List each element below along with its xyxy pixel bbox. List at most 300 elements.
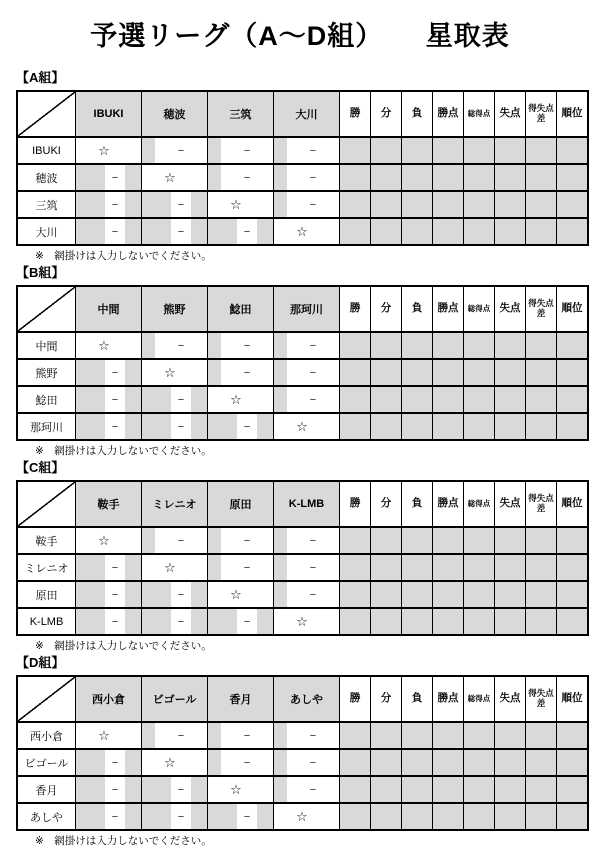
stat-value-cell (402, 804, 432, 829)
shaded-strip (76, 165, 105, 190)
stat-column-header: 勝 (340, 482, 370, 526)
stat-value-cell (371, 609, 401, 634)
shaded-strip (208, 723, 221, 748)
match-cell (142, 582, 207, 607)
stat-value-cell (526, 333, 556, 358)
team-column-header: ミレニオ (142, 482, 207, 526)
shaded-strip (208, 804, 237, 829)
diagonal-line (18, 677, 75, 721)
stat-value-cell (433, 750, 463, 775)
match-cell (274, 723, 339, 748)
match-cell (76, 219, 141, 244)
star-icon: ☆ (230, 391, 242, 407)
shaded-strip (142, 528, 155, 553)
stat-column-header: 勝点 (433, 287, 463, 331)
stat-value-cell (433, 555, 463, 580)
stat-column-header: 分 (371, 92, 401, 136)
shaded-strip (208, 528, 221, 553)
shaded-strip (208, 414, 237, 439)
match-cell (142, 165, 207, 190)
shaded-strip (76, 804, 105, 829)
group-label: 【C組】 (16, 460, 65, 475)
match-cell (76, 414, 141, 439)
stat-value-cell (464, 777, 494, 802)
match-cell (208, 804, 273, 829)
stat-value-cell (340, 333, 370, 358)
stat-value-cell (464, 582, 494, 607)
shaded-strip (274, 165, 287, 190)
stat-value-cell (433, 609, 463, 634)
stat-value-cell (340, 609, 370, 634)
shaded-strip (76, 360, 105, 385)
stat-value-cell (464, 723, 494, 748)
match-cell (76, 804, 141, 829)
shaded-strip (274, 138, 287, 163)
dash-separator: − (177, 810, 185, 823)
stat-value-cell (557, 777, 587, 802)
shaded-strip (76, 192, 105, 217)
team-column-header: 穂波 (142, 92, 207, 136)
match-cell (274, 750, 339, 775)
shaded-strip (125, 555, 141, 580)
stat-value-cell (340, 777, 370, 802)
stat-column-header: 順位 (557, 677, 587, 721)
dash-separator: − (111, 561, 119, 574)
team-row-label: 那珂川 (18, 414, 75, 439)
match-cell (208, 219, 273, 244)
stat-value-cell (526, 219, 556, 244)
stat-value-cell (340, 582, 370, 607)
stat-column-header: 負 (402, 287, 432, 331)
stat-value-cell (495, 777, 525, 802)
shaded-strip (76, 219, 105, 244)
match-cell (274, 609, 339, 634)
stat-value-cell (402, 333, 432, 358)
stat-value-cell (557, 360, 587, 385)
stat-value-cell (433, 723, 463, 748)
stat-value-cell (495, 165, 525, 190)
team-row-label: ミレニオ (18, 555, 75, 580)
dash-separator: − (309, 783, 317, 796)
shaded-strip (76, 414, 105, 439)
stat-value-cell (495, 333, 525, 358)
stat-column-header: 失点 (495, 482, 525, 526)
match-cell (142, 333, 207, 358)
match-cell (208, 582, 273, 607)
stat-value-cell (557, 528, 587, 553)
shaded-strip (76, 777, 105, 802)
stat-value-cell (340, 165, 370, 190)
shaded-strip (191, 582, 207, 607)
star-icon: ☆ (164, 169, 176, 185)
match-cell (208, 777, 273, 802)
shaded-strip (76, 609, 105, 634)
shaded-strip (142, 723, 155, 748)
stat-value-cell (526, 555, 556, 580)
stat-value-cell (557, 750, 587, 775)
team-column-header: K-LMB (274, 482, 339, 526)
stat-value-cell (371, 528, 401, 553)
stat-value-cell (526, 777, 556, 802)
match-cell (208, 723, 273, 748)
dash-separator: − (111, 810, 119, 823)
stat-column-header: 勝点 (433, 677, 463, 721)
stat-column-header: 順位 (557, 482, 587, 526)
stat-value-cell (464, 219, 494, 244)
match-cell (274, 777, 339, 802)
dash-separator: − (177, 393, 185, 406)
stat-value-cell (433, 165, 463, 190)
stat-value-cell (526, 723, 556, 748)
stat-value-cell (371, 387, 401, 412)
stat-value-cell (340, 192, 370, 217)
shading-note: ※ 網掛けは入力しないでください。 (35, 445, 212, 457)
match-cell (274, 555, 339, 580)
match-cell (208, 387, 273, 412)
stat-value-cell (464, 192, 494, 217)
stat-column-header: 順位 (557, 287, 587, 331)
dash-separator: − (243, 420, 251, 433)
stat-value-cell (495, 582, 525, 607)
team-column-header: 原田 (208, 482, 273, 526)
shaded-strip (257, 804, 273, 829)
match-cell (76, 192, 141, 217)
stat-column-header: 失点 (495, 287, 525, 331)
shaded-strip (191, 192, 207, 217)
stat-value-cell (340, 528, 370, 553)
stat-value-cell (340, 750, 370, 775)
shaded-strip (274, 582, 287, 607)
diagonal-line (18, 92, 75, 136)
match-cell (76, 528, 141, 553)
standings-table (16, 285, 589, 441)
dash-separator: − (111, 783, 119, 796)
stat-value-cell (371, 804, 401, 829)
dash-separator: − (309, 198, 317, 211)
diagonal-header-cell (18, 677, 75, 721)
stat-value-cell (402, 192, 432, 217)
stat-value-cell (402, 750, 432, 775)
dash-separator: − (177, 420, 185, 433)
dash-separator: − (243, 756, 251, 769)
team-column-header: 熊野 (142, 287, 207, 331)
stat-column-header: 勝点 (433, 482, 463, 526)
stat-value-cell (495, 609, 525, 634)
shaded-strip (208, 333, 221, 358)
diagonal-header-cell (18, 482, 75, 526)
shaded-strip (274, 777, 287, 802)
shaded-strip (125, 387, 141, 412)
stat-value-cell (495, 723, 525, 748)
team-column-header: 中間 (76, 287, 141, 331)
shaded-strip (125, 360, 141, 385)
stat-value-cell (495, 360, 525, 385)
match-cell (142, 555, 207, 580)
shaded-strip (274, 555, 287, 580)
dash-separator: − (243, 144, 251, 157)
match-cell (208, 750, 273, 775)
shaded-strip (208, 138, 221, 163)
dash-separator: − (309, 144, 317, 157)
stat-value-cell (433, 360, 463, 385)
stat-value-cell (340, 219, 370, 244)
stat-value-cell (433, 414, 463, 439)
match-cell (142, 219, 207, 244)
match-cell (142, 387, 207, 412)
dash-separator: − (177, 783, 185, 796)
stat-value-cell (526, 414, 556, 439)
team-column-header: 三筑 (208, 92, 273, 136)
team-row-label: 穂波 (18, 165, 75, 190)
star-icon: ☆ (230, 781, 242, 797)
stat-value-cell (557, 138, 587, 163)
stat-column-header: 総得点 (464, 92, 494, 136)
shading-note: ※ 網掛けは入力しないでください。 (35, 250, 212, 262)
stat-value-cell (433, 192, 463, 217)
stat-value-cell (433, 528, 463, 553)
group-section (16, 70, 600, 262)
dash-separator: − (243, 339, 251, 352)
stat-value-cell (340, 555, 370, 580)
stat-value-cell (464, 414, 494, 439)
stat-value-cell (526, 387, 556, 412)
star-icon: ☆ (296, 223, 308, 239)
stat-value-cell (402, 723, 432, 748)
dash-separator: − (309, 393, 317, 406)
group-section (16, 265, 600, 457)
dash-separator: − (243, 171, 251, 184)
stat-value-cell (402, 777, 432, 802)
shaded-strip (274, 333, 287, 358)
group-label: 【A組】 (16, 70, 65, 85)
stat-value-cell (371, 723, 401, 748)
team-column-header: IBUKI (76, 92, 141, 136)
match-cell (76, 333, 141, 358)
dash-separator: − (111, 615, 119, 628)
shaded-strip (191, 804, 207, 829)
shaded-strip (76, 555, 105, 580)
stat-column-header: 分 (371, 482, 401, 526)
stat-value-cell (557, 582, 587, 607)
stat-value-cell (402, 360, 432, 385)
stat-column-header: 勝 (340, 677, 370, 721)
shaded-strip (76, 750, 105, 775)
shaded-strip (208, 609, 237, 634)
dash-separator: − (309, 729, 317, 742)
shaded-strip (191, 777, 207, 802)
team-row-label: 中間 (18, 333, 75, 358)
stat-value-cell (340, 387, 370, 412)
team-row-label: あしや (18, 804, 75, 829)
stat-value-cell (433, 804, 463, 829)
stat-value-cell (495, 387, 525, 412)
dash-separator: − (111, 198, 119, 211)
team-column-header: 那珂川 (274, 287, 339, 331)
match-cell (208, 165, 273, 190)
stat-column-header: 負 (402, 482, 432, 526)
shaded-strip (274, 192, 287, 217)
shaded-strip (125, 414, 141, 439)
stat-value-cell (433, 777, 463, 802)
dash-separator: − (243, 810, 251, 823)
match-cell (274, 192, 339, 217)
shaded-strip (142, 777, 171, 802)
stat-value-cell (402, 387, 432, 412)
stat-value-cell (371, 192, 401, 217)
dash-separator: − (177, 588, 185, 601)
shaded-strip (142, 192, 171, 217)
shaded-strip (142, 138, 155, 163)
stat-value-cell (526, 609, 556, 634)
team-row-label: IBUKI (18, 138, 75, 163)
dash-separator: − (243, 366, 251, 379)
dash-separator: − (111, 756, 119, 769)
shaded-strip (125, 219, 141, 244)
page-title: 予選リーグ（A～D組） 星取表 (90, 21, 510, 51)
shaded-strip (125, 804, 141, 829)
shaded-strip (191, 219, 207, 244)
stat-value-cell (557, 387, 587, 412)
match-cell (142, 414, 207, 439)
stat-value-cell (371, 165, 401, 190)
shaded-strip (76, 582, 105, 607)
shaded-strip (274, 387, 287, 412)
match-cell (76, 165, 141, 190)
shaded-strip (142, 609, 171, 634)
team-column-header: ビゴール (142, 677, 207, 721)
stat-value-cell (433, 219, 463, 244)
stat-column-header: 得失点差 (526, 287, 556, 331)
stat-value-cell (495, 219, 525, 244)
shaded-strip (257, 414, 273, 439)
star-icon: ☆ (164, 364, 176, 380)
stat-value-cell (526, 804, 556, 829)
match-cell (76, 387, 141, 412)
stat-value-cell (402, 582, 432, 607)
match-cell (274, 528, 339, 553)
shaded-strip (142, 804, 171, 829)
team-row-label: 西小倉 (18, 723, 75, 748)
team-column-header: 大川 (274, 92, 339, 136)
match-cell (142, 750, 207, 775)
match-cell (76, 750, 141, 775)
dash-separator: − (177, 225, 185, 238)
match-cell (208, 609, 273, 634)
shaded-strip (125, 777, 141, 802)
stat-value-cell (402, 165, 432, 190)
match-cell (274, 333, 339, 358)
team-row-label: 熊野 (18, 360, 75, 385)
standings-table (16, 675, 589, 831)
stat-value-cell (371, 360, 401, 385)
dash-separator: − (111, 171, 119, 184)
match-cell (208, 414, 273, 439)
team-column-header: あしや (274, 677, 339, 721)
match-cell (142, 609, 207, 634)
match-cell (274, 360, 339, 385)
dash-separator: − (309, 588, 317, 601)
diagonal-header-cell (18, 287, 75, 331)
shaded-strip (125, 192, 141, 217)
stat-value-cell (371, 414, 401, 439)
stat-value-cell (340, 138, 370, 163)
shaded-strip (274, 723, 287, 748)
stat-value-cell (340, 804, 370, 829)
match-cell (274, 387, 339, 412)
shaded-strip (142, 219, 171, 244)
stat-column-header: 負 (402, 92, 432, 136)
star-icon: ☆ (230, 196, 242, 212)
group-label: 【D組】 (16, 655, 65, 670)
stat-column-header: 失点 (495, 92, 525, 136)
stat-value-cell (495, 192, 525, 217)
stat-value-cell (495, 804, 525, 829)
stat-value-cell (402, 138, 432, 163)
team-row-label: 大川 (18, 219, 75, 244)
match-cell (76, 360, 141, 385)
groups-container (0, 70, 600, 847)
shaded-strip (257, 609, 273, 634)
dash-separator: − (309, 561, 317, 574)
match-cell (76, 723, 141, 748)
match-cell (208, 360, 273, 385)
stat-value-cell (526, 582, 556, 607)
dash-separator: − (243, 729, 251, 742)
shaded-strip (208, 360, 221, 385)
match-cell (76, 138, 141, 163)
dash-separator: − (111, 225, 119, 238)
stat-column-header: 得失点差 (526, 482, 556, 526)
dash-separator: − (177, 198, 185, 211)
star-icon: ☆ (98, 337, 110, 353)
stat-value-cell (371, 750, 401, 775)
match-cell (142, 528, 207, 553)
stat-value-cell (557, 723, 587, 748)
shaded-strip (191, 387, 207, 412)
stat-column-header: 総得点 (464, 482, 494, 526)
star-icon: ☆ (296, 613, 308, 629)
stat-value-cell (433, 387, 463, 412)
shaded-strip (274, 528, 287, 553)
match-cell (142, 723, 207, 748)
stat-column-header: 分 (371, 287, 401, 331)
dash-separator: − (177, 615, 185, 628)
team-row-label: 鯰田 (18, 387, 75, 412)
shaded-strip (274, 750, 287, 775)
match-cell (76, 777, 141, 802)
stat-value-cell (402, 414, 432, 439)
dash-separator: − (111, 588, 119, 601)
match-cell (142, 804, 207, 829)
stat-value-cell (433, 582, 463, 607)
team-row-label: 原田 (18, 582, 75, 607)
stat-column-header: 分 (371, 677, 401, 721)
stat-value-cell (526, 528, 556, 553)
stat-value-cell (495, 555, 525, 580)
team-row-label: 香月 (18, 777, 75, 802)
dash-separator: − (309, 171, 317, 184)
stat-value-cell (557, 165, 587, 190)
team-row-label: ビゴール (18, 750, 75, 775)
dash-separator: − (177, 729, 185, 742)
star-icon: ☆ (98, 532, 110, 548)
team-column-header: 鯰田 (208, 287, 273, 331)
match-cell (76, 609, 141, 634)
stat-value-cell (402, 528, 432, 553)
dash-separator: − (111, 366, 119, 379)
shaded-strip (208, 555, 221, 580)
stat-value-cell (557, 414, 587, 439)
